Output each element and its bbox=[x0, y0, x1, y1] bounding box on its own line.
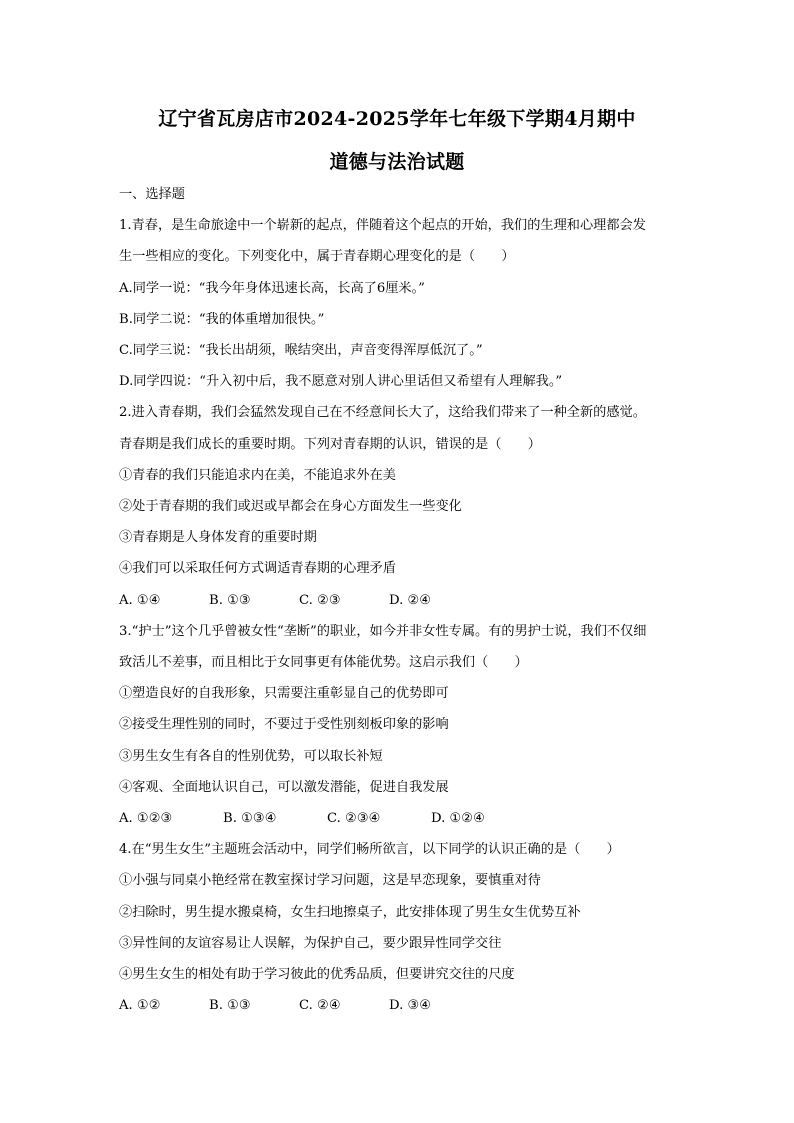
q3-choice-b: B. ①③④ bbox=[223, 811, 277, 826]
q4-choice-c: C. ②④ bbox=[299, 998, 341, 1013]
q2-choice-c: C. ②③ bbox=[299, 593, 341, 608]
q2-choices bbox=[119, 593, 431, 609]
q4-item-2: ②扫除时，男生提水搬桌椅，女生扫地擦桌子，此安排体现了男生女生优势互补 bbox=[119, 905, 581, 920]
q2-item-4: ④我们可以采取任何方式调适青春期的心理矛盾 bbox=[119, 561, 396, 576]
q2-choice-a: A. ①④ bbox=[119, 593, 161, 608]
q2-choice-b: B. ①③ bbox=[209, 593, 251, 608]
q4-choice-a: A. ①② bbox=[119, 998, 161, 1013]
q3-choice-d: D. ①②④ bbox=[431, 811, 485, 826]
q3-item-3: ③男生女生有各自的性别优势，可以取长补短 bbox=[119, 749, 383, 764]
q3-stem-line1: 3.“护士”这个几乎曾被女性“垄断”的职业，如今并非女性专属。有的男护士说，我们不仅细 bbox=[119, 624, 647, 639]
q4-choice-d: D. ③④ bbox=[389, 998, 432, 1013]
q3-item-1: ①塑造良好的自我形象，只需要注重彰显自己的优势即可 bbox=[119, 686, 449, 701]
q3-choice-a: A. ①②③ bbox=[119, 811, 173, 826]
q4-choices bbox=[119, 998, 431, 1014]
q4-item-3: ③异性间的友谊容易让人误解，为保护自己，要少跟异性同学交往 bbox=[119, 936, 502, 951]
q1-stem-line1: 1.青春，是生命旅途中一个崭新的起点，伴随着这个起点的开始，我们的生理和心理都会发 bbox=[119, 218, 646, 233]
q3-item-4: ④客观、全面地认识自己，可以激发潜能，促进自我发展 bbox=[119, 780, 449, 795]
q2-choice-d: D. ②④ bbox=[389, 593, 432, 608]
document-title: 辽宁省瓦房店市2024-2025学年七年级下学期4月期中 bbox=[158, 108, 636, 130]
q3-item-2: ②接受生理性别的同时，不要过于受性别刻板印象的影响 bbox=[119, 717, 449, 732]
q1-option-c: C.同学三说：“我长出胡须，喉结突出，声音变得浑厚低沉了。” bbox=[119, 343, 483, 358]
q4-choice-b: B. ①③ bbox=[209, 998, 251, 1013]
q3-choice-c: C. ②③④ bbox=[327, 811, 381, 826]
q4-stem-line1: 4.在“男生女生”主题班会活动中，同学们畅所欲言，以下同学的认识正确的是（ ） bbox=[119, 842, 620, 857]
q4-item-1: ①小强与同桌小艳经常在教室探讨学习问题，这是早恋现象，要慎重对待 bbox=[119, 873, 541, 888]
q1-option-d: D.同学四说：“升入初中后，我不愿意对别人讲心里话但又希望有人理解我。” bbox=[119, 374, 563, 389]
q2-item-1: ①青春的我们只能追求内在美，不能追求外在美 bbox=[119, 468, 396, 483]
q3-stem-line2: 致活儿不差事，而且相比于女同事更有体能优势。这启示我们（ ） bbox=[119, 655, 528, 670]
q1-option-a: A.同学一说：“我今年身体迅速长高，长高了6厘米。” bbox=[119, 281, 425, 296]
q2-item-3: ③青春期是人身体发育的重要时期 bbox=[119, 530, 317, 545]
q2-item-2: ②处于青春期的我们或迟或早都会在身心方面发生一些变化 bbox=[119, 499, 462, 514]
q2-stem-line1: 2.进入青春期，我们会猛然发现自己在不经意间长大了，这给我们带来了一种全新的感觉。 bbox=[119, 405, 646, 420]
q2-stem-line2: 青春期是我们成长的重要时期。下列对青春期的认识，错误的是（ ） bbox=[119, 437, 541, 452]
q1-option-b: B.同学二说：“我的体重增加很快。” bbox=[119, 312, 325, 327]
section-heading: 一、选择题 bbox=[119, 187, 185, 202]
document-subtitle: 道德与法治试题 bbox=[329, 151, 465, 173]
q4-item-4: ④男生女生的相处有助于学习彼此的优秀品质，但要讲究交往的尺度 bbox=[119, 967, 515, 982]
q3-choices bbox=[119, 811, 485, 827]
q1-stem-line2: 生一些相应的变化。下列变化中，属于青春期心理变化的是（ ） bbox=[119, 249, 515, 264]
